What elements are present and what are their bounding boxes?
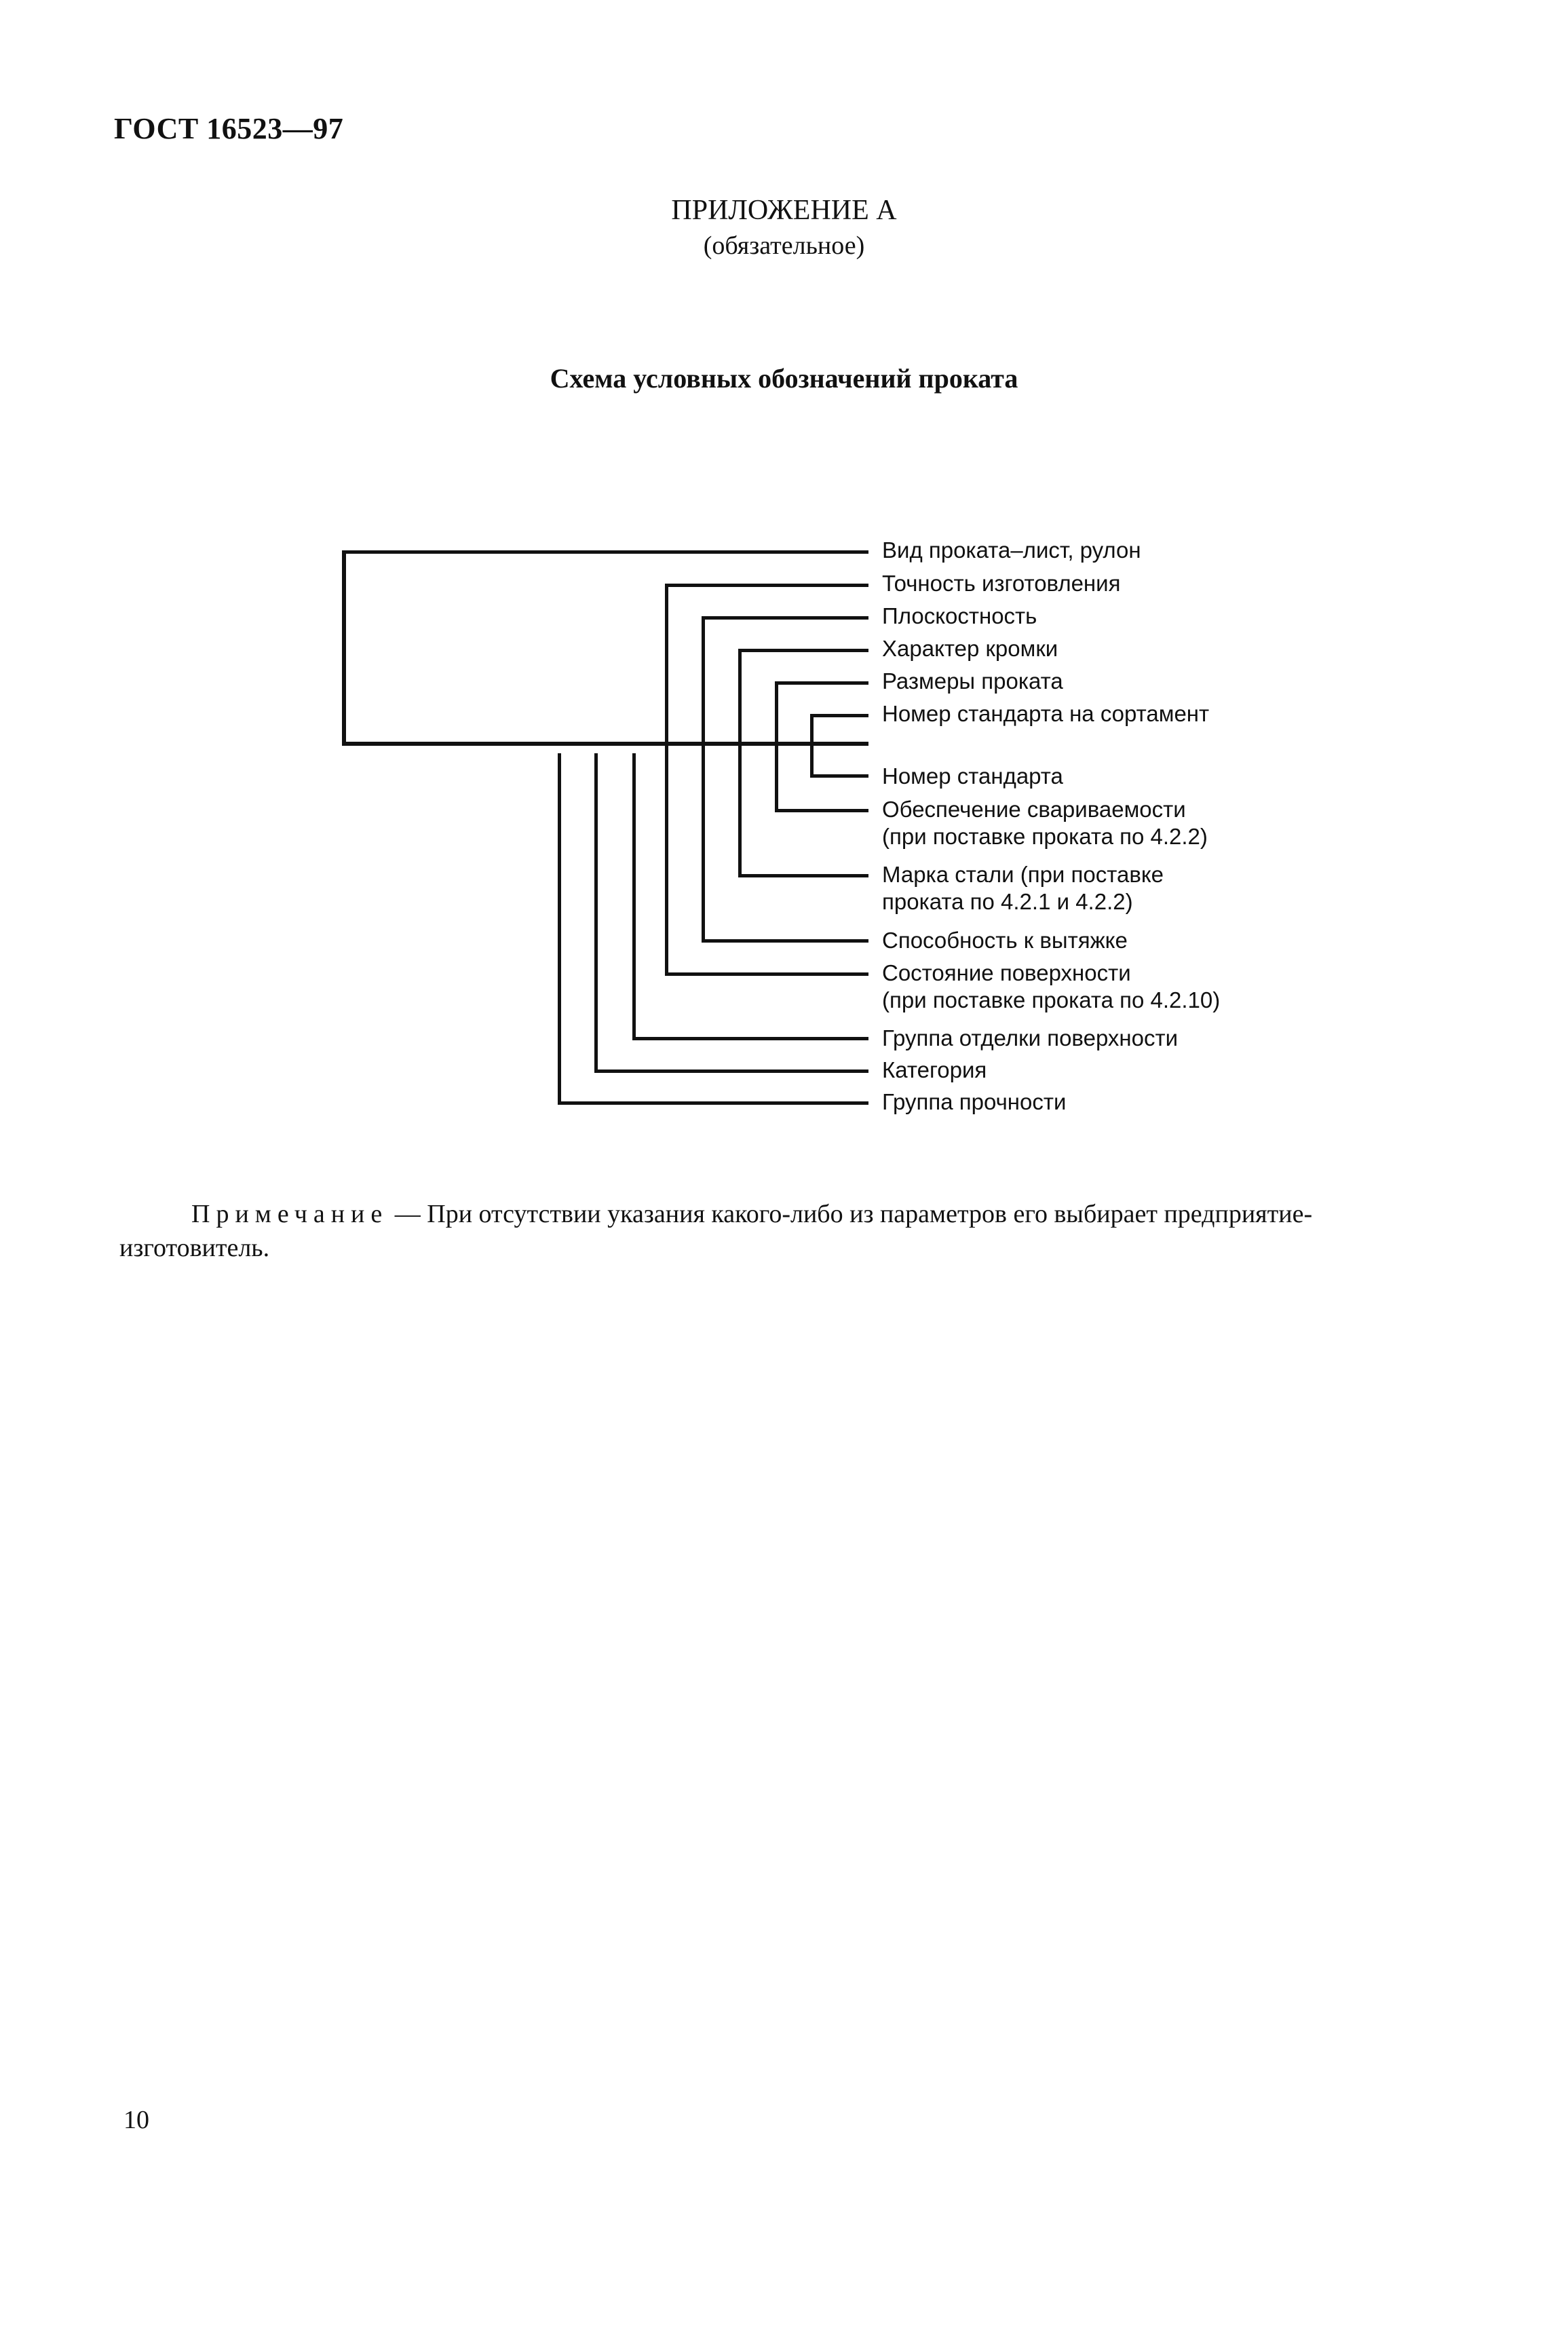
connector-line (702, 939, 868, 943)
label-surface-condition: Состояние поверхности (882, 960, 1131, 985)
label-standard-number: Номер стандарта (882, 763, 1063, 789)
scheme-main-bar (342, 742, 868, 746)
connector-line (738, 649, 742, 743)
note-paragraph (191, 1197, 1467, 1231)
label-steel-grade: Марка стали (при поставке (882, 862, 1164, 887)
connector-line (558, 753, 561, 1103)
connector-line (775, 681, 868, 685)
connector-line (738, 874, 868, 877)
connector-line (738, 649, 868, 652)
connector-line (810, 714, 868, 717)
label-flatness: Плоскостность (882, 603, 1037, 628)
label-steel-grade-cond: проката по 4.2.1 и 4.2.2) (882, 889, 1133, 914)
connector-line (665, 584, 668, 743)
label-assortment-standard: Номер стандарта на сортамент (882, 701, 1210, 726)
label-rolled-type: Вид проката–лист, рулон (882, 537, 1141, 563)
connector-line (632, 1037, 868, 1040)
connector-line (775, 681, 778, 743)
label-strength-group: Группа прочности (882, 1089, 1067, 1114)
label-surface-finish-group: Группа отделки поверхности (882, 1025, 1179, 1050)
note-continuation: изготовитель. (119, 1234, 270, 1262)
label-weldability-cond: (при поставке проката по 4.2.2) (882, 824, 1208, 849)
connector-line (738, 744, 742, 875)
connector-line (558, 1101, 868, 1105)
connector-line (665, 972, 868, 976)
connector-line (702, 744, 705, 941)
scheme-title: Схема условных обозначений проката (550, 363, 1018, 394)
connector-line (702, 616, 868, 620)
connector-line (342, 550, 868, 554)
connector-line (342, 550, 346, 744)
page-number: 10 (123, 2106, 149, 2134)
connector-line (810, 774, 868, 778)
connector-line (775, 744, 778, 810)
connector-line (702, 616, 705, 743)
connector-line (632, 753, 636, 1039)
connector-line (665, 584, 868, 587)
note-label: Примечание (191, 1200, 389, 1228)
document-id: ГОСТ 16523—97 (114, 112, 344, 145)
connector-line (775, 809, 868, 812)
note-dash: — (388, 1200, 427, 1228)
connector-line (594, 753, 598, 1072)
label-edge-type: Характер кромки (882, 636, 1058, 661)
label-dimensions: Размеры проката (882, 668, 1063, 694)
label-manufacturing-accuracy: Точность изготовления (882, 571, 1121, 596)
appendix-status: (обязательное) (703, 231, 865, 260)
appendix-title: ПРИЛОЖЕНИЕ А (671, 195, 897, 226)
label-surface-condition-cond: (при поставке проката по 4.2.10) (882, 987, 1221, 1012)
note-text: При отсутствии указания какого-либо из параметров его выбирает предприятие- (427, 1200, 1313, 1228)
connector-line (594, 1069, 868, 1073)
label-weldability: Обеспечение свариваемости (882, 797, 1186, 822)
label-drawability: Способность к вытяжке (882, 928, 1128, 953)
label-category: Категория (882, 1057, 987, 1082)
connector-line (665, 744, 668, 974)
connector-line (810, 714, 814, 743)
connector-line (810, 744, 814, 776)
